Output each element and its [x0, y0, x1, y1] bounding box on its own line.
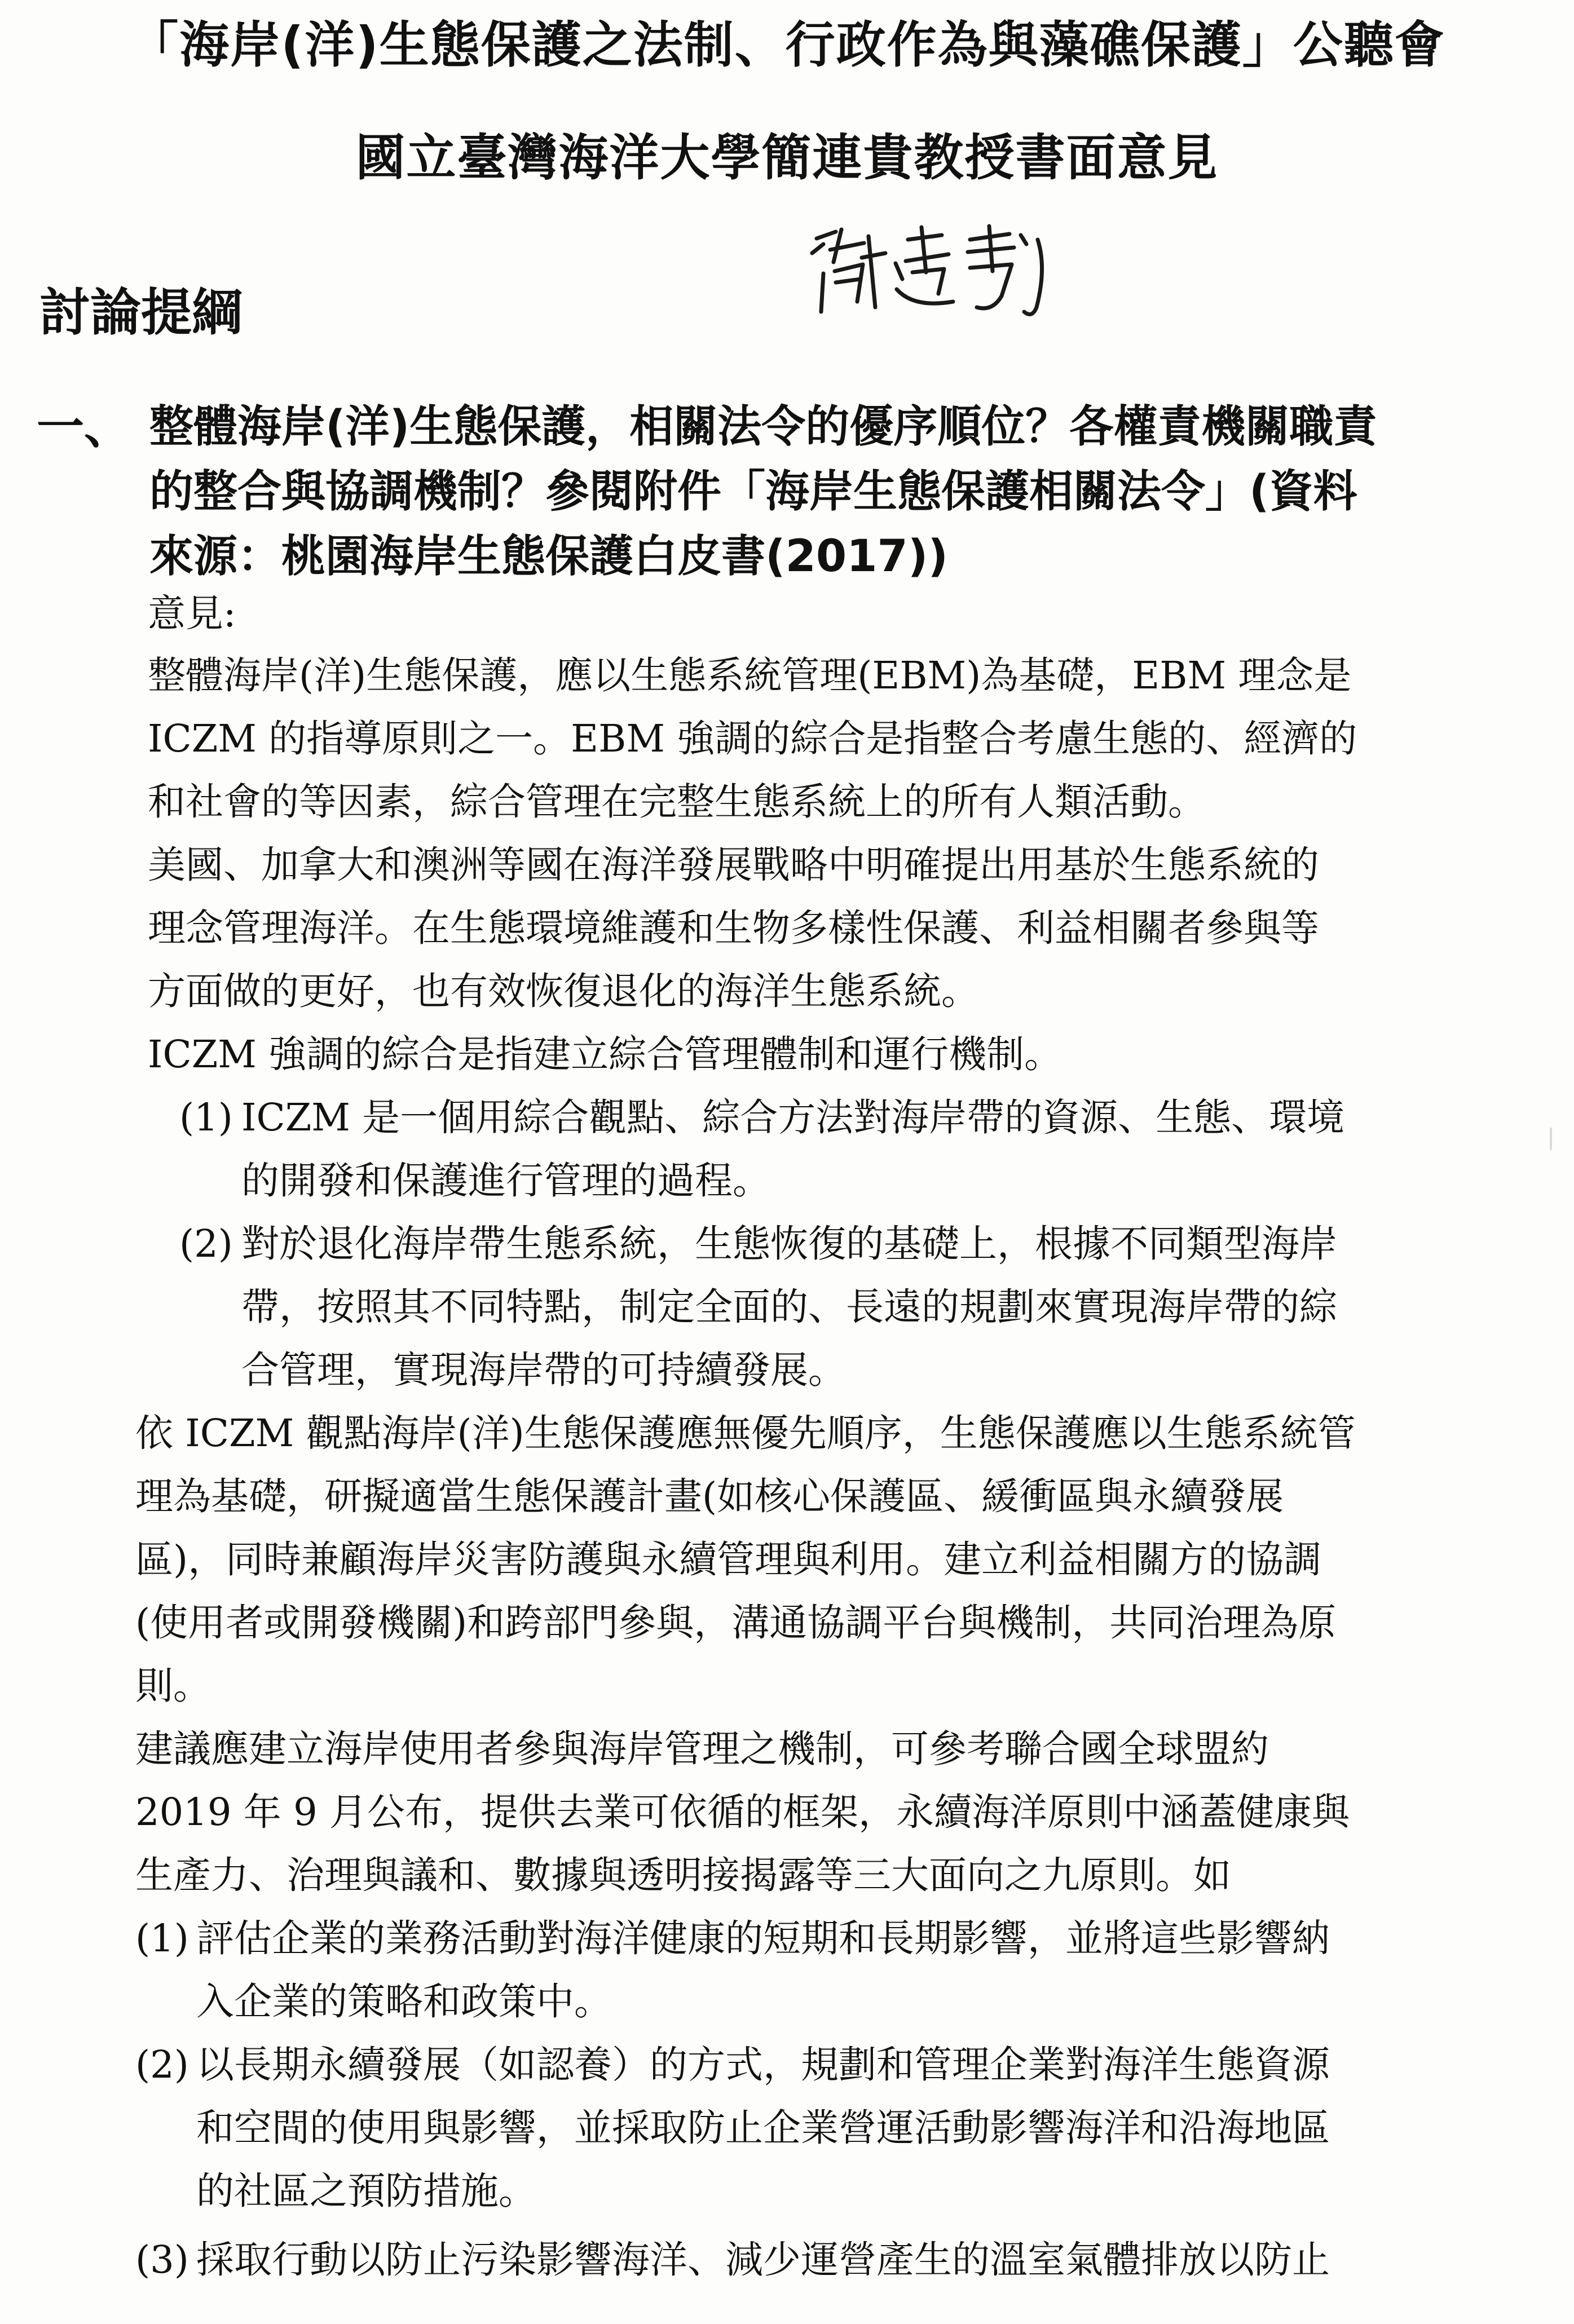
question-line: 整體海岸(洋)生態保護，相關法令的優序順位？各權責機關職責	[149, 401, 1378, 452]
list-item-line: ICZM 是一個用綜合觀點、綜合方法對海岸帶的資源、生態、環境	[241, 1095, 1345, 1139]
list-item-number: (2)	[179, 1222, 233, 1266]
handwritten-signature	[801, 217, 1072, 330]
paragraph-line: ICZM 強調的綜合是指建立綜合管理體制和運行機制。	[148, 1032, 1062, 1076]
paragraph-line: 則。	[135, 1664, 211, 1708]
list-item-line: 帶，按照其不同特點，制定全面的、長遠的規劃來實現海岸帶的綜	[241, 1285, 1337, 1329]
list-item-number: (1)	[135, 1916, 189, 1960]
paragraph-line: 整體海岸(洋)生態保護，應以生態系統管理(EBM)為基礎，EBM 理念是	[148, 653, 1352, 697]
outline-heading: 討論提綱	[39, 283, 243, 342]
paragraph-line: 理為基礎，研擬適當生態保護計畫(如核心保護區、緩衝區與永續發展	[135, 1474, 1284, 1518]
paragraph-line: 依 ICZM 觀點海岸(洋)生態保護應無優先順序，生態保護應以生態系統管	[135, 1411, 1356, 1455]
question-number: 一、	[37, 399, 132, 454]
list-item-line: 和空間的使用與影響，並採取防止企業營運活動影響海洋和沿海地區	[196, 2106, 1330, 2150]
question-line: 來源：桃園海岸生態保護白皮書(2017))	[149, 531, 949, 582]
paragraph-line: 美國、加拿大和澳洲等國在海洋發展戰略中明確提出用基於生態系統的	[148, 843, 1319, 887]
list-item-line: 的開發和保護進行管理的過程。	[241, 1159, 770, 1203]
paragraph-line: ICZM 的指導原則之一。EBM 強調的綜合是指整合考慮生態的、經濟的	[148, 717, 1357, 761]
paragraph-line: 理念管理海洋。在生態環境維護和生物多樣性保護、利益相關者參與等	[148, 906, 1319, 950]
paragraph-line: (使用者或開發機關)和跨部門參與，溝通協調平台與機制，共同治理為原	[135, 1601, 1337, 1645]
list-item-line: 入企業的策略和政策中。	[196, 1980, 612, 2023]
list-item-number: (1)	[179, 1095, 233, 1139]
paragraph-line: 建議應建立海岸使用者參與海岸管理之機制，可參考聯合國全球盟約	[135, 1727, 1269, 1771]
list-item-line: 以長期永續發展（如認養）的方式，規劃和管理企業對海洋生態資源	[196, 2043, 1330, 2087]
paragraph-line: 方面做的更好，也有效恢復退化的海洋生態系統。	[148, 969, 979, 1013]
paragraph-line: 和社會的等因素，綜合管理在完整生態系統上的所有人類活動。	[148, 780, 1206, 824]
list-item-line: 採取行動以防止污染影響海洋、減少運營產生的溫室氣體排放以防止	[196, 2238, 1330, 2282]
paragraph-line: 區)，同時兼顧海岸災害防護與永續管理與利用。建立利益相關方的協調	[135, 1537, 1322, 1581]
scan-speck	[1550, 1128, 1552, 1150]
list-item-line: 評估企業的業務活動對海洋健康的短期和長期影響，並將這些影響納	[196, 1916, 1330, 1960]
author-opinion-title: 國立臺灣海洋大學簡連貴教授書面意見	[355, 129, 1219, 187]
list-item-line: 對於退化海岸帶生態系統，生態恢復的基礎上，根據不同類型海岸	[241, 1222, 1337, 1266]
question-line: 的整合與協調機制？參閱附件「海岸生態保護相關法令」(資料	[149, 466, 1357, 517]
hearing-title: 「海岸(洋)生態保護之法制、行政作為與藻礁保護」公聽會	[129, 16, 1445, 74]
list-item-line: 的社區之預防措施。	[196, 2169, 536, 2213]
list-item-number: (3)	[135, 2238, 189, 2282]
opinion-label: 意見:	[148, 591, 236, 635]
list-item-number: (2)	[135, 2043, 189, 2087]
list-item-line: 合管理，實現海岸帶的可持續發展。	[241, 1348, 846, 1392]
paragraph-line: 2019 年 9 月公布，提供去業可依循的框架，永續海洋原則中涵蓋健康與	[135, 1790, 1350, 1834]
paragraph-line: 生產力、治理與議和、數據與透明接揭露等三大面向之九原則。如	[135, 1853, 1231, 1897]
